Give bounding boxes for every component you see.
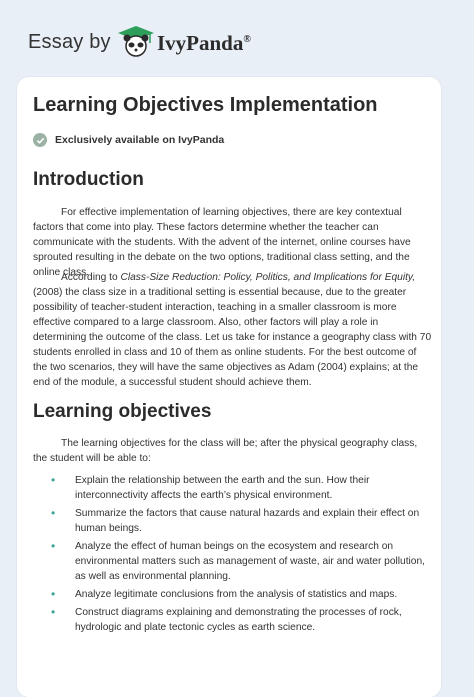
- objectives-list: [33, 473, 433, 638]
- trademark-symbol: ®: [243, 34, 251, 45]
- intro-paragraph-2: According to Class-Size Reduction: Policy, Politics, and Implications for Equity, (2008) the class size in a traditional setting is essential because, due to the greater possibility of teacher-student interaction, teaching in a smaller classroom is more effective compared to a large classroom. Also, other factors will play a role in determining the outcome of the class. Let us take for instance a geography class with 70 students enrolled in class and 10 of them as online students. For the best outcome of the two scenarios, they will have the same objectives as Adam (2004) explains; at the end of the module, a successful student should achieve them.: [33, 272, 432, 388]
- section-heading-introduction: Introduction: [33, 169, 144, 190]
- brand-logo-text[interactable]: [157, 31, 251, 56]
- list-item: • Summarize the factors that cause natural hazards and explain their effect on human beings.: [51, 506, 420, 534]
- site-header: [0, 0, 474, 80]
- bullet-dot-icon: •: [51, 473, 56, 487]
- intro-paragraph-1: For effective implementation of learning objectives, there are key contextual factors that come into play. These factors determine whether the teacher can communicate with the students. With the advent of the internet, online courses have sprouted resulting in the debate on the two options, traditional class setting, and the online class.: [33, 207, 411, 278]
- list-item: • Explain the relationship between the earth and the sun. How their interconnectivity affects the earth’s physical environment.: [51, 473, 370, 501]
- bullet-dot-icon: •: [51, 605, 56, 619]
- list-item: • Construct diagrams explaining and demonstrating the processes of rock, hydrologic and plate tectonic cycles as earth science.: [51, 605, 402, 633]
- objectives-intro-paragraph: The learning objectives for the class will be; after the physical geography class, the student will be able to:: [33, 438, 418, 464]
- bullet-dot-icon: •: [51, 587, 56, 601]
- bullet-dot-icon: •: [51, 539, 56, 553]
- page-title: Learning Objectives Implementation: [33, 94, 378, 116]
- exclusive-label: Exclusively available on IvyPanda: [55, 134, 225, 146]
- essay-by-label: Essay by: [28, 31, 111, 53]
- essay-card: [17, 77, 441, 697]
- section-heading-learning-objectives: Learning objectives: [33, 401, 212, 422]
- check-circle-icon: [33, 133, 47, 147]
- bullet-dot-icon: •: [51, 506, 56, 520]
- list-item: • Analyze legitimate conclusions from the analysis of statistics and maps.: [51, 587, 398, 601]
- panda-graduation-cap-icon[interactable]: [116, 24, 156, 58]
- brand-name: IvyPanda: [157, 31, 244, 55]
- list-item: • Analyze the effect of human beings on the ecosystem and research on environmental matters such as management of waste, air and water pollution, as well as environmental planning.: [51, 539, 425, 582]
- exclusive-badge: [33, 130, 224, 150]
